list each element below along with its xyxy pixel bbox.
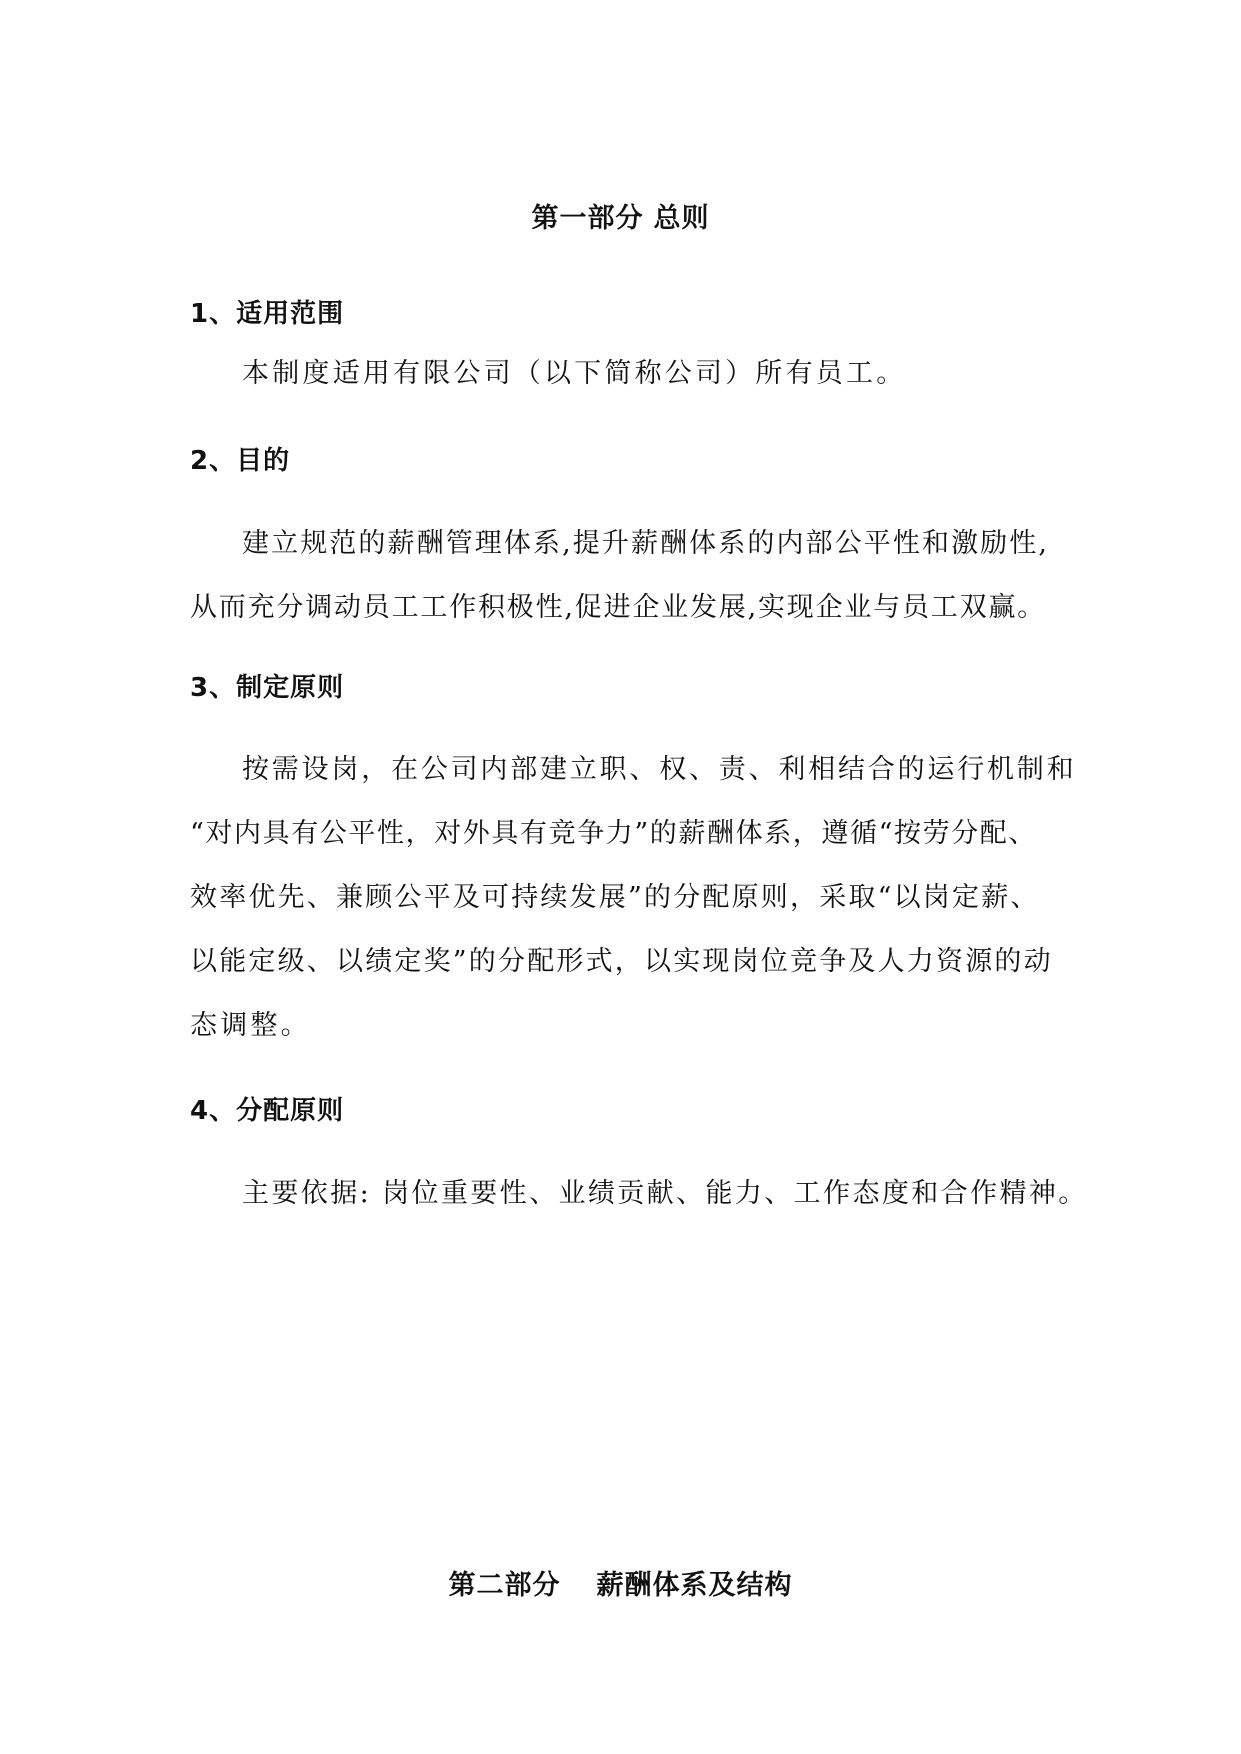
part-two-title (0, 1563, 1241, 1602)
part-one-title (0, 196, 1241, 235)
paragraph-line: 态调整。 (190, 1010, 311, 1041)
section-heading-principles: 3、制定原则 (190, 673, 345, 703)
section-heading-purpose: 2、目的 (190, 446, 291, 476)
paragraph-line: 主要依据: 岗位重要性、业绩贡献、能力、工作态度和合作精神。 (242, 1178, 1088, 1209)
part-two-label: 第二部分 (448, 1570, 561, 1601)
paragraph-line: 以能定级、以绩定奖”的分配形式，以实现岗位竞争及人力资源的动 (190, 946, 1053, 977)
section-heading-distribution: 4、分配原则 (190, 1096, 345, 1126)
part-one-label: 第一部分 (531, 203, 644, 234)
section-body-purpose (190, 512, 1060, 640)
paragraph-line: 本制度适用有限公司（以下简称公司）所有员工。 (242, 358, 907, 389)
paragraph-line: 从而充分调动员工工作积极性,促进企业发展,实现企业与员工双赢。 (190, 592, 1046, 623)
section-body-scope (190, 342, 1060, 406)
section-body-distribution (190, 1162, 1088, 1226)
paragraph-line: 按需设岗，在公司内部建立职、权、责、利相结合的运行机制和 (242, 754, 1077, 785)
paragraph-line: 效率优先、兼顾公平及可持续发展”的分配原则，采取“以岗定薪、 (190, 882, 1040, 913)
part-two-name: 薪酬体系及结构 (596, 1570, 793, 1601)
part-one-name: 总则 (653, 203, 710, 234)
paragraph-line: 建立规范的薪酬管理体系,提升薪酬体系的内部公平性和激励性, (242, 528, 1050, 559)
section-body-principles (190, 738, 1077, 1058)
paragraph-line: “对内具有公平性，对外具有竞争力”的薪酬体系，遵循“按劳分配、 (190, 818, 1038, 849)
section-heading-scope: 1、适用范围 (190, 299, 345, 329)
